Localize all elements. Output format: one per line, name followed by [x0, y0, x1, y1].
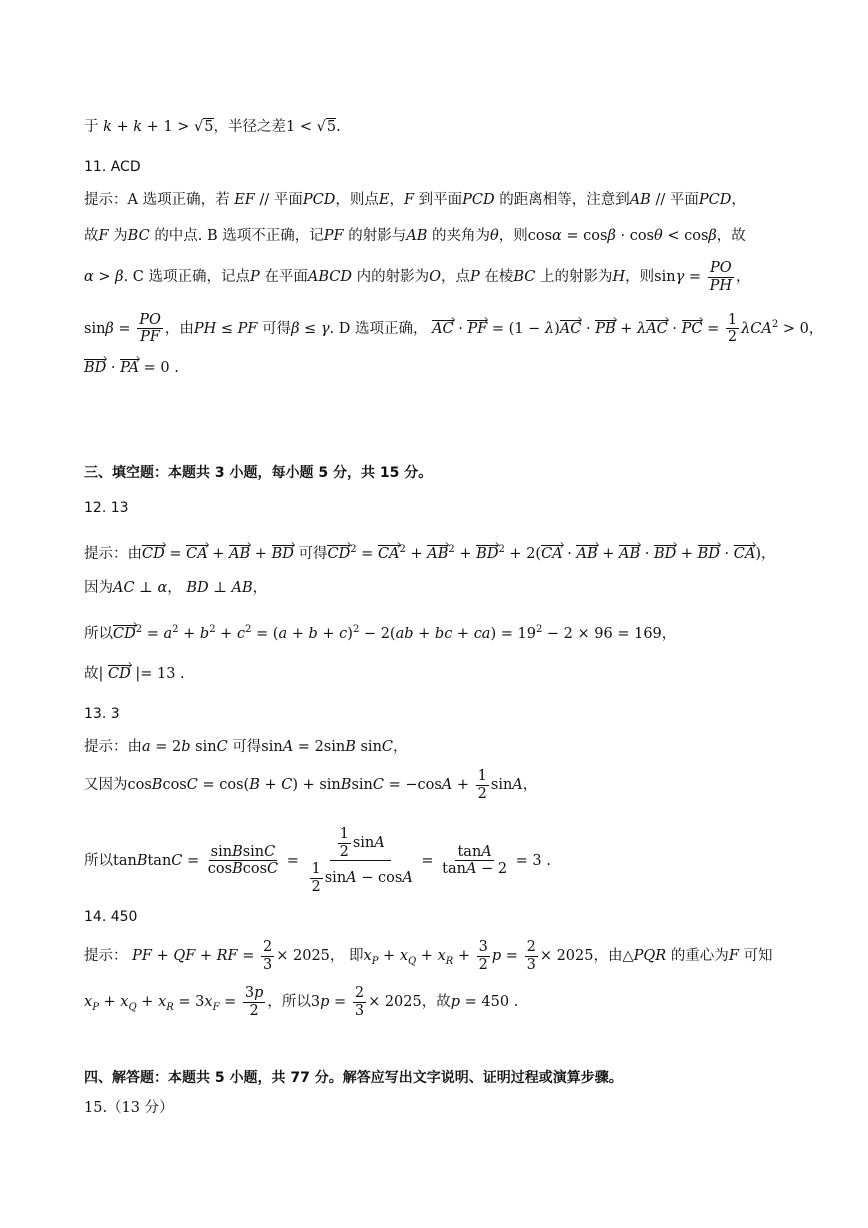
text: 在棱: [484, 269, 514, 285]
text: 由: [127, 545, 142, 562]
text: ，由: [164, 320, 194, 337]
text-line: 所以tanBtanC = $\frac{\text{sinBsinC}}{\text{cosBcosC}}$ = $\frac{1}{2}$ sinA $\frac{1}{2}$ sinA − cosA = $\frac{\tan A}{\tan A - 2}$ = 3 .: [84, 826, 551, 896]
hint-label: 提示：: [84, 948, 128, 964]
text: ，: [389, 192, 404, 208]
question-label: 15.（13 分）: [84, 1100, 174, 1116]
text-line: 于 k + k + 1 > √5，半径之差1 < √5.: [84, 119, 341, 135]
answer-label: 13. 3: [84, 706, 120, 722]
text-line: sinβ = $\frac{PO}{PF}$ ，由PH ≤ PF 可得β ≤ γ. D 选项正确， AC · PF = (1 − λ)AC · PB + λAC · PC = $\frac{1}{2}$ λCA$^2$ > 0，: [84, 311, 824, 346]
section-heading: 四、解答题：本题共 5 小题，共 77 分。解答应写出文字说明、证明过程或演算步骤。: [84, 1070, 623, 1086]
fraction: $\frac{\text{sinBsinC}}{\text{cosBcosC}}$: [207, 843, 279, 878]
text: 故: [84, 666, 99, 682]
text: 的距离相等，注意到: [499, 192, 630, 208]
text: 内的射影为: [356, 269, 430, 285]
text: 的重心为: [670, 948, 729, 964]
text-line: 提示：A 选项正确，若 EF // 平面PCD，则点E，F 到平面PCD 的距离相等，注意到AB // 平面PCD，: [84, 192, 746, 208]
text: ，则点: [335, 192, 379, 208]
answer-label: 11. ACD: [84, 159, 141, 175]
hint-label: 提示：: [84, 739, 128, 755]
text-line: 所以$CD^2 = a^2 + b^2 + c^2 = (a + b + c)^2 - 2(ab$ + bc + $ca) = 19^2 - 2 \times 96 = 169$，: [84, 624, 677, 642]
text: 为: [113, 228, 128, 244]
text: ，点: [440, 269, 470, 285]
text: 上的射影为: [540, 269, 613, 285]
text-line: 因为AC ⊥ α， BD ⊥ AB，: [84, 580, 268, 596]
answer-label: 12. 13: [84, 500, 129, 516]
text: ，则: [498, 228, 528, 244]
text-line: $x_P + x_Q + x_R = 3x_F$ = $\frac{3p}{2}$ ，所以3p = $\frac{2}{3}$ × 2025，故p = 450 .: [84, 984, 519, 1019]
text: ，半径之差: [213, 119, 287, 135]
text: ，所以: [267, 994, 311, 1010]
text: 平面: [273, 192, 303, 208]
text: . D 选项正确，: [329, 320, 428, 337]
text-line: 提示： PF + QF + RF = $\frac{2}{3}$ × 2025， 即$x_P + x_Q + x_R$ + $\frac{3}{2}$ p = $\frac{2}{3}$ × 2025，由△PQR 的重心为F 可知: [84, 938, 773, 973]
fraction: $\frac{PO}{PF}$: [139, 311, 161, 346]
text-line: 提示：由CD = CA + AB + BD 可得$CD^2 = CA^2 + AB^2 + BD^2 + 2(CA$ · AB + AB · BD + BD · CA)，: [84, 544, 776, 562]
text: 可得: [262, 320, 292, 337]
text: ，则: [625, 269, 655, 285]
text: 所以: [84, 852, 113, 869]
text: 可知: [743, 948, 773, 964]
text: 的夹角为: [431, 228, 490, 244]
fraction: $\frac{1}{2}$ sinA $\frac{1}{2}$ sinA − cosA: [311, 826, 413, 896]
text-line: 故F 为BC 的中点. B 选项不正确，记PF 的射影与AB 的夹角为θ，则cosα = cosβ · cosθ < cosβ，故: [84, 228, 746, 244]
answer-label: 14. 450: [84, 909, 138, 925]
text-line: 故| CD |= 13 .: [84, 666, 185, 682]
text: 可得: [298, 545, 328, 562]
text: 于: [84, 119, 99, 135]
fraction: $\frac{\tan A}{\tan A - 2}$: [442, 843, 508, 878]
text: ，故: [716, 228, 746, 244]
fraction: $\frac{PO}{PH}$: [709, 259, 733, 294]
text: 到平面: [418, 192, 463, 208]
text: ，由: [593, 948, 623, 964]
text-line: BD · PA = 0 .: [84, 360, 179, 376]
text: A 选项正确，若: [127, 192, 230, 208]
text: 又因为: [84, 777, 128, 793]
text: ，故: [421, 994, 451, 1010]
text: 由: [127, 739, 142, 755]
text: 的射影与: [348, 228, 407, 244]
text-line: 提示：由a = 2b sinC 可得sinA = 2sinB sinC，: [84, 739, 408, 755]
hint-label: 提示：: [84, 545, 128, 562]
text: 的中点. B 选项不正确，记: [154, 228, 324, 244]
hint-label: 提示：: [84, 192, 128, 208]
text: . C 选项正确，记点: [123, 269, 250, 285]
text: 在平面: [264, 269, 308, 285]
text: 故: [84, 228, 99, 244]
text-line: 又因为cosBcosC = cos(B + C) + sinBsinC = −cosA + $\frac{1}{2}$ sinA，: [84, 767, 538, 802]
text: 可得: [232, 739, 262, 755]
text: 平面: [669, 192, 699, 208]
section-heading: 三、填空题：本题共 3 小题，每小题 5 分，共 15 分。: [84, 465, 433, 481]
text: 因为: [84, 580, 113, 596]
text: 即: [349, 948, 364, 964]
text-line: α > β. C 选项正确，记点P 在平面ABCD 内的射影为O，点P 在棱BC 上的射影为H，则sinγ = $\frac{PO}{PH}$ ，: [84, 259, 751, 294]
text: 所以: [84, 625, 113, 642]
